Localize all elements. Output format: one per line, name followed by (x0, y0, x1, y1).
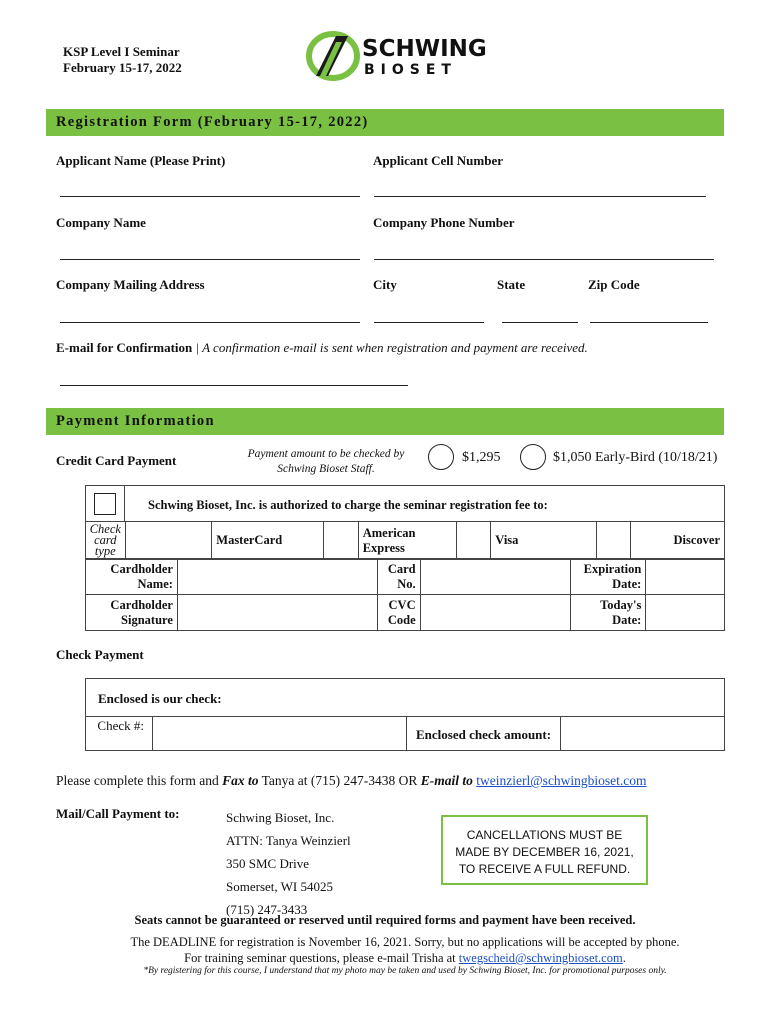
mastercard-label: MasterCard (212, 522, 324, 560)
email-to: E-mail to (420, 773, 473, 788)
state-field[interactable] (502, 322, 578, 323)
email-field[interactable] (60, 385, 408, 386)
city-label: City (373, 277, 397, 292)
address-line-1: Schwing Bioset, Inc. (226, 810, 335, 825)
fax-to: Fax to (222, 773, 259, 788)
state-label: State (497, 277, 526, 292)
company-logo (306, 28, 487, 84)
email-label-row (56, 340, 588, 356)
check-table (85, 678, 725, 751)
cancellation-notice: CANCELLATIONS MUST BE MADE BY DECEMBER 16, 2021, TO RECEIVE A FULL REFUND. (441, 815, 648, 885)
check-amount-field[interactable] (561, 717, 723, 751)
todays-date-field[interactable] (646, 595, 725, 631)
address-line-3: 350 SMC Drive (226, 856, 310, 871)
mail-call-label: Mail/Call Payment to: (56, 806, 180, 821)
seminar-dates: February 15-17, 2022 (63, 60, 182, 75)
email-note: | A confirmation e-mail is sent when registration and payment are received. (192, 340, 588, 355)
authorize-checkbox[interactable] (94, 493, 116, 515)
cardholder-name-field[interactable] (177, 559, 378, 595)
registration-section-header (46, 109, 724, 136)
payment-section-header (46, 408, 724, 435)
discover-label: Discover (631, 522, 725, 560)
applicant-cell-field[interactable] (374, 196, 706, 197)
trisha-email-link[interactable]: twegscheid@schwingbioset.com (458, 951, 623, 965)
company-name-label: Company Name (56, 215, 146, 230)
check-card-type-label: Check card type (86, 522, 126, 560)
deadline-note: The DEADLINE for registration is November 16, 2021. Sorry, but no applications will be accepted by phone. (130, 935, 680, 949)
mailing-address-label: Company Mailing Address (56, 277, 205, 292)
authorized-text: Schwing Bioset, Inc. is authorized to charge the seminar registration fee to: (148, 498, 548, 512)
complete-prefix: Please complete this form and (56, 773, 223, 788)
company-phone-field[interactable] (374, 259, 714, 260)
applicant-name-field[interactable] (60, 196, 360, 197)
check-payment-label: Check Payment (56, 647, 144, 662)
logo-text-bottom: BIOSET (364, 62, 457, 78)
cardholder-name-label: Cardholder Name: (86, 559, 178, 595)
tanya-email-link[interactable]: tweinzierl@schwingbioset.com (476, 773, 647, 788)
cvc-label: CVC Code (378, 595, 420, 631)
signature-field[interactable] (177, 595, 378, 631)
credit-card-table (85, 485, 725, 631)
check-number-field[interactable] (153, 717, 406, 751)
seminar-title: KSP Level I Seminar (63, 44, 180, 59)
enclosed-check-label: Enclosed is our check: (98, 691, 222, 706)
expiration-field[interactable] (646, 559, 725, 595)
payment-title: Payment Information (56, 413, 215, 429)
city-field[interactable] (374, 322, 484, 323)
address-line-2: ATTN: Tanya Weinzierl (226, 833, 351, 848)
check-number-label: Check #: (97, 718, 144, 733)
zip-field[interactable] (590, 322, 708, 323)
address-line-4: Somerset, WI 54025 (226, 879, 333, 894)
questions-suffix: . (622, 951, 626, 965)
logo-text-top: SCHWING (362, 36, 487, 62)
applicant-cell-label: Applicant Cell Number (373, 153, 503, 168)
amex-label: American Express (358, 522, 456, 560)
todays-date-label: Today's Date: (570, 595, 646, 631)
zip-label: Zip Code (588, 277, 640, 292)
registration-title: Registration Form (February 15-17, 2022) (56, 114, 369, 130)
amex-checkbox[interactable] (456, 522, 490, 560)
card-details-grid (85, 558, 725, 631)
questions-note (0, 951, 770, 966)
mailing-address-block (226, 806, 351, 921)
card-grid (85, 521, 725, 560)
company-phone-label: Company Phone Number (373, 215, 515, 230)
signature-label: Cardholder Signature (86, 595, 178, 631)
amount-note: Payment amount to be checked by Schwing Bioset Staff. (247, 448, 405, 475)
check-amount-label: Enclosed check amount: (416, 727, 552, 742)
visa-checkbox[interactable] (596, 522, 630, 560)
expiration-label: Expiration Date: (570, 559, 646, 595)
full-price-radio[interactable] (428, 444, 454, 470)
photo-note: *By registering for this course, I understand that my photo may be taken and used by Schwing Bioset, Inc. for promotional purposes only. (143, 966, 667, 976)
card-no-field[interactable] (420, 559, 570, 595)
cvc-field[interactable] (420, 595, 570, 631)
mastercard-checkbox[interactable] (324, 522, 358, 560)
card-no-label: Card No. (378, 559, 420, 595)
questions-prefix: For training seminar questions, please e-mail Trisha at (184, 951, 459, 965)
early-bird-radio[interactable] (520, 444, 546, 470)
company-name-field[interactable] (60, 259, 360, 260)
fax-mid: Tanya at (715) 247-3438 OR (258, 773, 421, 788)
early-bird-label: $1,050 Early-Bird (10/18/21) (553, 450, 718, 465)
seats-note: Seats cannot be guaranteed or reserved until required forms and payment have been received. (134, 913, 636, 927)
mailing-address-field[interactable] (60, 322, 360, 323)
applicant-name-label: Applicant Name (Please Print) (56, 153, 226, 168)
credit-card-label: Credit Card Payment (56, 453, 177, 468)
email-label: E-mail for Confirmation (56, 340, 193, 355)
address-line-5: (715) 247-3433 (226, 902, 308, 917)
complete-instructions (56, 773, 647, 789)
visa-label: Visa (491, 522, 596, 560)
full-price-label: $1,295 (462, 450, 501, 465)
